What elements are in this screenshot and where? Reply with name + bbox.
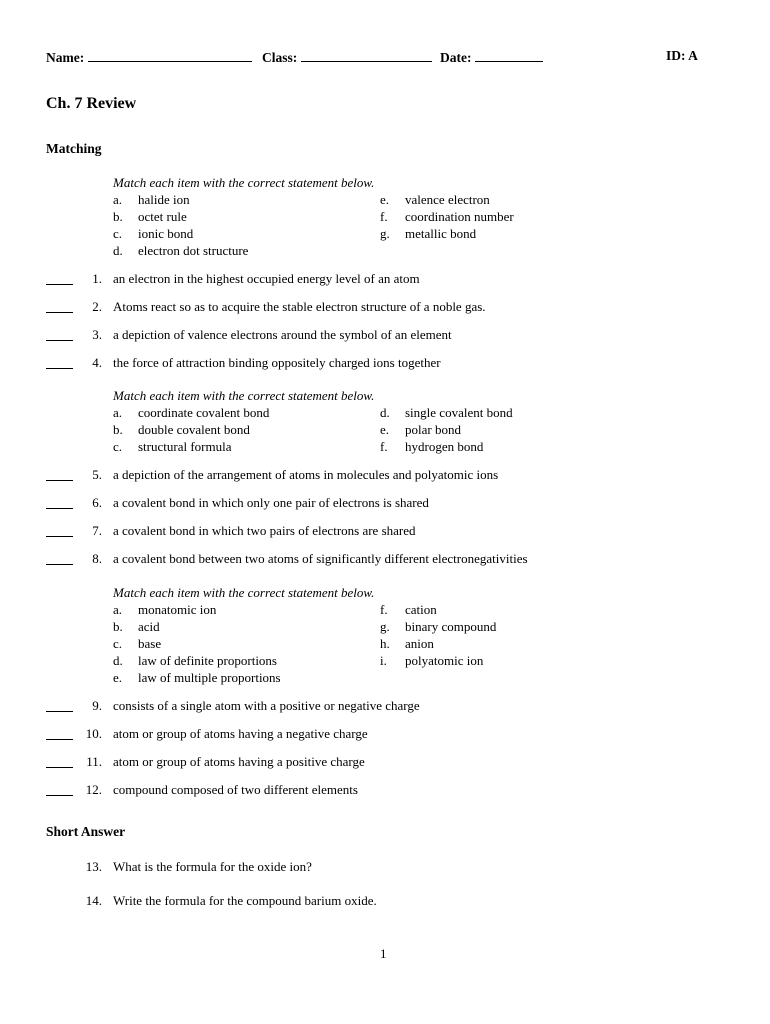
answer-blank[interactable] xyxy=(46,767,73,768)
id-label: ID: A xyxy=(666,48,698,63)
answer-blank[interactable] xyxy=(46,536,73,537)
page-title: Ch. 7 Review xyxy=(46,95,137,112)
answer-blank[interactable] xyxy=(46,284,73,285)
name-blank[interactable] xyxy=(88,48,252,62)
answer-blank[interactable] xyxy=(46,368,73,369)
group3-instruction: Match each item with the correct statement below. xyxy=(113,585,375,600)
date-blank[interactable] xyxy=(475,48,543,62)
answer-blank[interactable] xyxy=(46,480,73,481)
answer-blank[interactable] xyxy=(46,312,73,313)
answer-blank[interactable] xyxy=(46,564,73,565)
page-number: 1 xyxy=(380,946,387,961)
name-label: Name: xyxy=(46,48,252,66)
short-answer-heading: Short Answer xyxy=(46,824,126,839)
answer-blank[interactable] xyxy=(46,795,73,796)
matching-heading: Matching xyxy=(46,141,102,156)
group1-instruction: Match each item with the correct statement below. xyxy=(113,175,375,190)
group2-instruction: Match each item with the correct statement below. xyxy=(113,388,375,403)
answer-blank[interactable] xyxy=(46,340,73,341)
class-label: Class: xyxy=(262,48,432,66)
answer-blank[interactable] xyxy=(46,508,73,509)
class-blank[interactable] xyxy=(301,48,432,62)
answer-blank[interactable] xyxy=(46,711,73,712)
date-label: Date: xyxy=(440,48,543,66)
answer-blank[interactable] xyxy=(46,739,73,740)
